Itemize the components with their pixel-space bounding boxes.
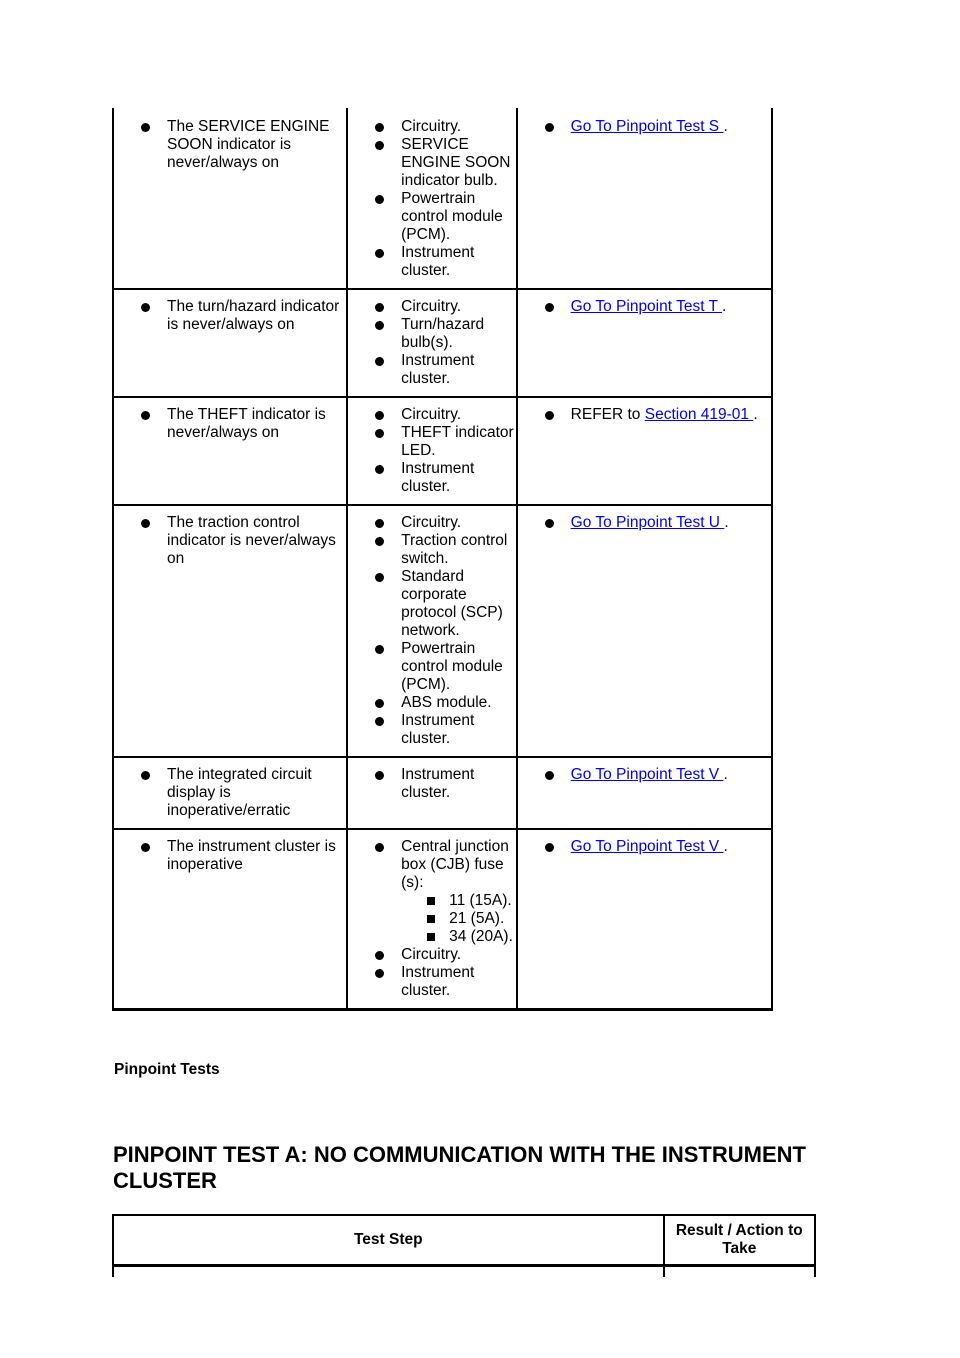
action-item (518, 298, 771, 316)
cause-item: Instrument cluster. (348, 766, 516, 802)
cause-item: Instrument cluster. (348, 460, 516, 496)
action-item (518, 118, 771, 136)
action-item (518, 406, 771, 424)
table-row (113, 397, 772, 505)
condition-text: The THEFT indicator is never/always on (114, 406, 346, 442)
cause-item: Circuitry. (348, 946, 516, 964)
cause-item: Powertrain control module (PCM). (348, 640, 516, 694)
action-suffix: . (723, 766, 728, 783)
cause-item: Circuitry. (348, 406, 516, 424)
cause-item: Instrument cluster. (348, 244, 516, 280)
table-row (113, 829, 772, 1010)
column-header-test-step: Test Step (113, 1215, 664, 1266)
cause-item: Instrument cluster. (348, 352, 516, 388)
cause-item: Standard corporate protocol (SCP) network. (348, 568, 516, 640)
cause-item: Instrument cluster. (348, 964, 516, 1000)
action-prefix: REFER to (570, 406, 645, 423)
condition-text: The SERVICE ENGINE SOON indicator is never/always on (114, 118, 346, 172)
fuse-intro: Central junction box (CJB) fuse (s): (401, 838, 509, 891)
table-row (113, 289, 772, 397)
table-row (113, 1266, 815, 1278)
column-header-result-action: Result / Action to Take (664, 1215, 815, 1266)
pinpoint-test-link[interactable]: Go To Pinpoint Test S (570, 118, 724, 135)
table-row (113, 505, 772, 757)
fuse-list (401, 892, 516, 946)
pinpoint-test-link[interactable]: Go To Pinpoint Test V (570, 766, 724, 783)
symptom-chart-table (112, 108, 773, 1011)
cause-item: Circuitry. (348, 514, 516, 532)
action-suffix: . (722, 298, 727, 315)
cause-item: SERVICE ENGINE SOON indicator bulb. (348, 136, 516, 190)
section-heading: Pinpoint Tests (114, 1061, 220, 1078)
action-item (518, 766, 771, 784)
action-suffix: . (724, 514, 729, 531)
pinpoint-test-link[interactable]: Go To Pinpoint Test T (570, 298, 723, 315)
table-header-row (113, 1215, 815, 1266)
pinpoint-test-title: PINPOINT TEST A: NO COMMUNICATION WITH THE INSTRUMENT CLUSTER (113, 1142, 806, 1193)
cause-item: Traction control switch. (348, 532, 516, 568)
condition-text: The traction control indicator is never/always on (114, 514, 346, 568)
condition-text: The turn/hazard indicator is never/always on (114, 298, 346, 334)
pinpoint-test-link[interactable]: Go To Pinpoint Test U (570, 514, 725, 531)
cause-item: Instrument cluster. (348, 712, 516, 748)
section-link[interactable]: Section 419-01 (644, 406, 754, 423)
pinpoint-test-table (112, 1214, 816, 1277)
fuse-item: 34 (20A). (401, 928, 516, 946)
cause-item (348, 838, 516, 946)
action-item (518, 514, 771, 532)
action-suffix: . (723, 118, 728, 135)
action-suffix: . (723, 838, 728, 855)
action-item (518, 838, 771, 856)
action-suffix: . (753, 406, 758, 423)
table-row (113, 757, 772, 829)
cause-item: Circuitry. (348, 118, 516, 136)
condition-text: The integrated circuit display is inoperative/erratic (114, 766, 346, 820)
condition-text: The instrument cluster is inoperative (114, 838, 346, 874)
fuse-item: 11 (15A). (401, 892, 516, 910)
cause-item: Powertrain control module (PCM). (348, 190, 516, 244)
pinpoint-test-link[interactable]: Go To Pinpoint Test V (570, 838, 724, 855)
cause-item: ABS module. (348, 694, 516, 712)
cause-item: THEFT indicator LED. (348, 424, 516, 460)
cause-item: Circuitry. (348, 298, 516, 316)
table-row (113, 108, 772, 289)
cause-item: Turn/hazard bulb(s). (348, 316, 516, 352)
fuse-item: 21 (5A). (401, 910, 516, 928)
